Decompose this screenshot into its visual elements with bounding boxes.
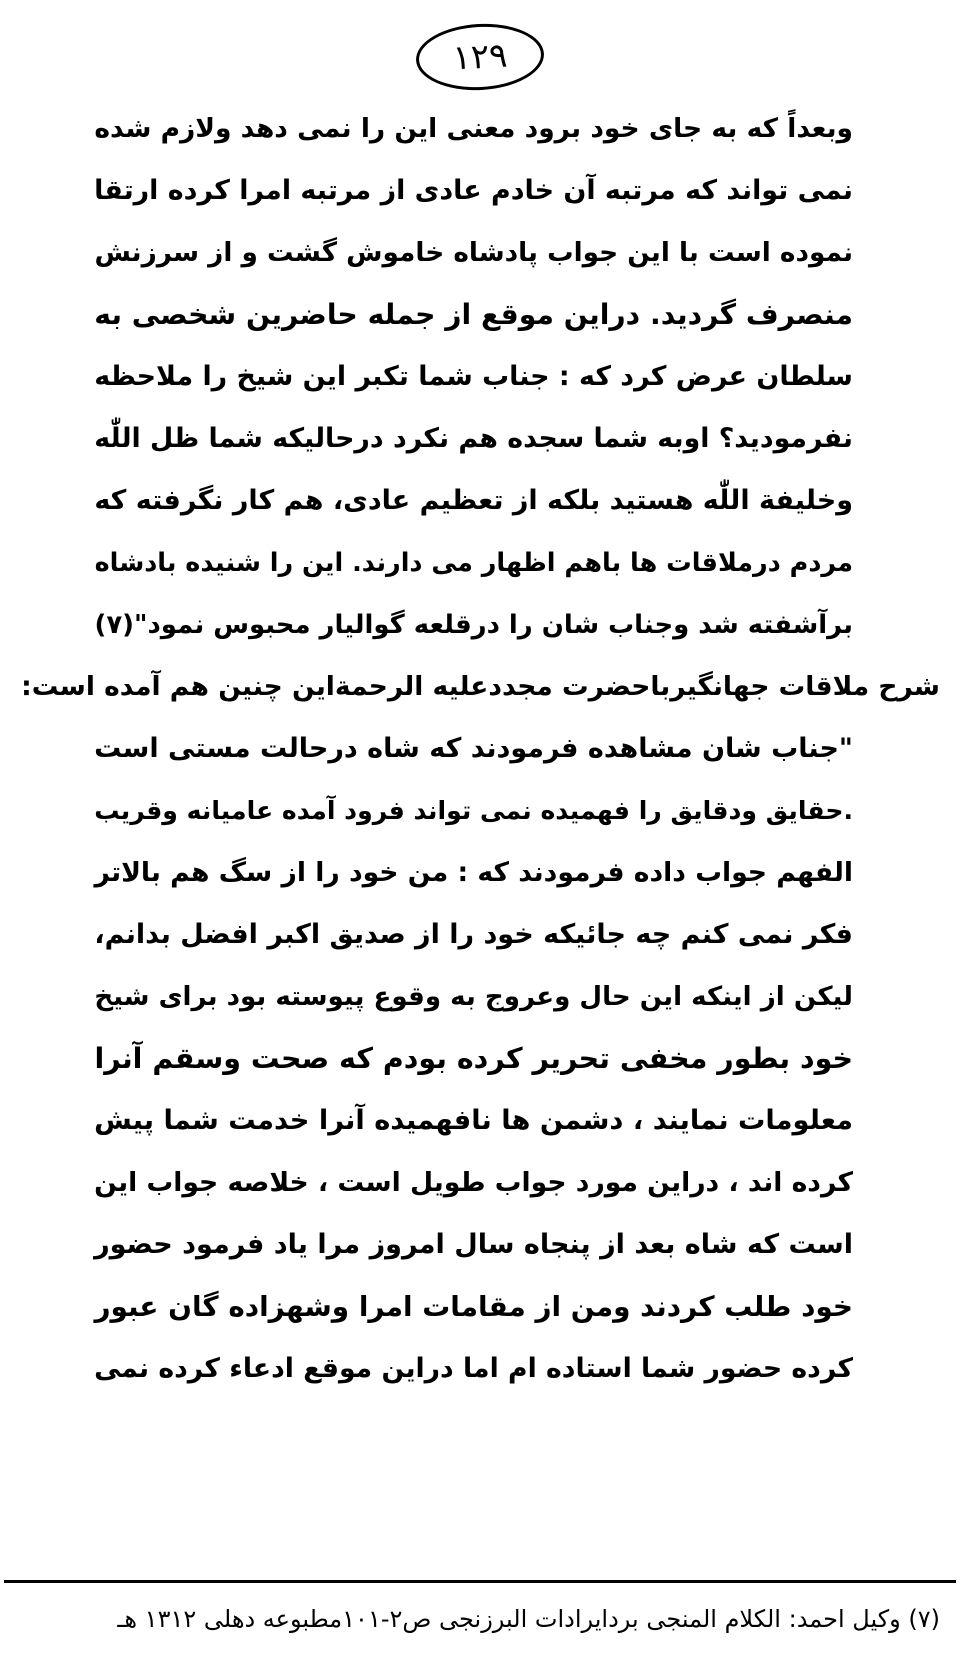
text-line: معلومات نمایند ، دشمن ها نافهمیده آنرا خدمت شما پیش <box>94 1105 853 1136</box>
text-line: نموده است با این جواب پادشاه خاموش گشت و از سرزنش <box>94 238 853 268</box>
text-line: است که شاه بعد از پنجاه سال امروز مرا یاد فرمود حضور <box>94 1229 853 1260</box>
page-number-area <box>0 24 960 90</box>
text-line: منصرف گردید. دراین موقع از جمله حاضرین شخصی به <box>94 298 853 331</box>
footnote-divider <box>4 1580 956 1583</box>
text-line: وخلیفة اللّٰه هستید بلکه از تعظیم عادی، هم کار نگرفته که <box>94 485 853 516</box>
text-line: لیکن از اینکه این حال وعروج به وقوع پیوسته بود برای شیخ <box>94 982 853 1012</box>
text-line: وبعداً که به جای خود برود معنی این را نمی دهد ولازم شده <box>94 113 853 144</box>
footnote: (٧) وکیل احمد: الکلام المنجی بردایرادات البرزنجی ص٢-١٠١مطبوعه دهلی ١٣١٢ هـ <box>117 1605 940 1633</box>
text-line: خود طلب کردند ومن از مقامات امرا وشهزاده گان عبور <box>94 1290 853 1323</box>
body-text <box>20 98 940 1400</box>
text-line: کرده اند ، دراین مورد جواب طویل است ، خلاصه جواب این <box>94 1167 853 1198</box>
text-line: "جناب شان مشاهده فرمودند که شاه درحالت مستی است <box>94 733 853 764</box>
text-line: کرده حضور شما استاده ام اما دراین موقع ادعاء کرده نمی <box>94 1353 853 1384</box>
text-line: مردم درملاقات ها باهم اظهار می دارند. این را شنیده بادشاه <box>94 548 853 578</box>
text-line: .حقایق ودقایق را فهمیده نمی تواند فرود آمده عامیانه وقریب <box>94 796 853 825</box>
text-line: خود بطور مخفی تحریر کرده بودم که صحت وسقم آنرا <box>94 1042 853 1075</box>
page-number: ١٢٩ <box>414 21 545 94</box>
text-line: برآشفته شد وجناب شان را درقلعه گوالیار محبوس نمود"(٧) <box>94 610 853 640</box>
section-heading-line: شرح ملاقات جهانگیرباحضرت مجددعلیه الرحمةاین چنین هم آمده است: <box>21 671 940 702</box>
text-line: نفرمودید؟ اوبه شما سجده هم نکرد درحالیکه شما ظل اللّٰه <box>94 423 853 454</box>
text-line: سلطان عرض کرد که : جناب شما تکبر این شیخ را ملاحظه <box>94 361 853 392</box>
text-line: الفهم جواب داده فرمودند که : من خود را از سگ هم بالاتر <box>94 857 853 888</box>
text-line: فکر نمی کنم چه جائیکه خود را از صدیق اکبر افضل بدانم، <box>94 919 853 950</box>
text-line: نمی تواند که مرتبه آن خادم عادی از مرتبه امرا کرده ارتقا <box>94 175 853 206</box>
